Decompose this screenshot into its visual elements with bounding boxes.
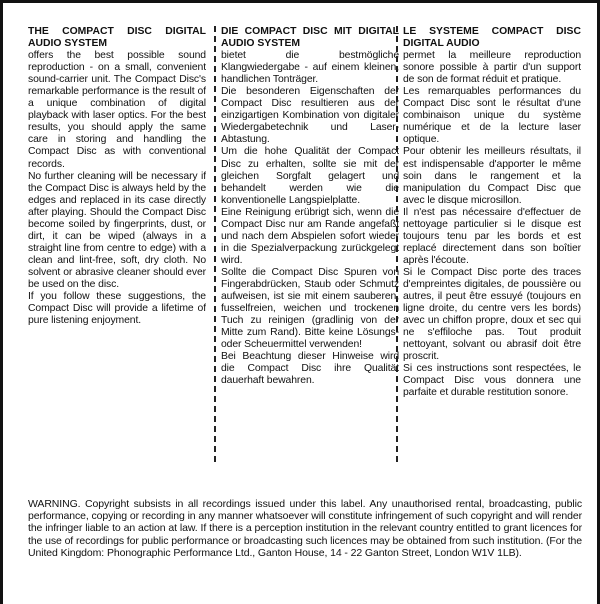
paragraph: Um die hohe Qualität der Compact Disc zu erhalten, sollte sie mit der gleichen Sorgfalt gelagert und behandelt werden wie die konventionelle Langspielplatte. — [221, 146, 399, 206]
paragraph: Sollte die Compact Disc Spuren von Fingerabdrücken, Staub oder Schmutz aufweisen, ist sie mit einem sauberen, fusselfreien, weichen und trockenen Tuch zu reinigen (gradlinig von der Mitte zum Rand). Bitte keine Lösungs- oder Scheuermittel verwenden! — [221, 266, 399, 351]
paragraph: Die besonderen Eigenschaften der Compact Disc resultieren aus der einzigartigen Kombination von digitaler Wiedergabetechnik und Laser-Abtastung. — [221, 86, 399, 146]
paragraph: Il n'est pas nécessaire d'effectuer de nettoyage particulier si le disque est toujours tenu par les bords et est replacé directement dans son boîtier après l'écoute. — [403, 206, 581, 266]
copyright-warning: WARNING. Copyright subsists in all recordings issued under this label. Any unauthorised rental, broadcasting, public performance, copying or recording in any manner whatsoever will constitute infringement of such copyright and will render the infringer liable to an action at law. If there is a perception institution in the relevant country entitled to grant licences for the use of recordings for public performance or broadcasting such licences may be obtained from such institution. (For the United Kingdom: Phonographic Performance Ltd., Ganton House, 14 - 22 Ganton Street, London W1V 1LB). — [28, 497, 582, 560]
paragraph: permet la meilleure reproduction sonore possible à partir d'un support de son de format réduit et pratique. — [403, 50, 581, 86]
paragraph: Les remarquables performances du Compact Disc sont le résultat d'une combinaison unique du système numérique et de la lecture laser optique. — [403, 86, 581, 146]
scan-edge-left — [0, 0, 3, 604]
care-instructions — [28, 26, 581, 466]
paragraph: Bei Beachtung dieser Hinweise wird die Compact Disc ihre Qualität dauerhaft bewahren. — [221, 351, 399, 387]
paragraph: offers the best possible sound reproduction - on a small, convenient sound-carrier unit. The Compact Disc's remarkable performance is the result of a unique combination of digital playback with laser optics. For the best results, you should apply the same care in storing and handling the Compact Disc as with conventional records. — [28, 50, 206, 170]
paragraph: Si le Compact Disc porte des traces d'empreintes digitales, de poussière ou autres, il peut être essuyé (toujours en ligne droite, du centre vers les bords) avec un chiffon propre, doux et sec qui ne s'effiloche pas. Tout produit nettoyant, solvant ou abrasif doit être proscrit. — [403, 266, 581, 363]
german-heading: DIE COMPACT DISC MIT DIGITAL AUDIO SYSTEM — [221, 26, 399, 50]
english-column — [28, 26, 206, 466]
column-divider — [396, 26, 398, 462]
column-divider — [214, 26, 216, 462]
paragraph: Eine Reinigung erübrigt sich, wenn die Compact Disc nur am Rande angefaßt und nach dem Abspielen sofort wieder in die Spezialverpackung zurückgelegt wird. — [221, 206, 399, 266]
paragraph: Si ces instructions sont respectées, le Compact Disc vous donnera une parfaite et durable restitution sonore. — [403, 363, 581, 399]
paragraph: Pour obtenir les meilleurs résultats, il est indispensable d'apporter le même soin dans le rangement et la manipulation du Compact Disc que avec le disque microsillon. — [403, 146, 581, 206]
scan-edge-top — [0, 0, 600, 3]
paragraph: If you follow these suggestions, the Compact Disc will provide a lifetime of pure listening enjoyment. — [28, 291, 206, 327]
french-column — [403, 26, 581, 466]
german-column — [221, 26, 399, 466]
paragraph: bietet die bestmögliche Klangwiedergabe - auf einem kleinen, handlichen Tonträger. — [221, 50, 399, 86]
english-heading: THE COMPACT DISC DIGITAL AUDIO SYSTEM — [28, 26, 206, 50]
french-heading: LE SYSTÈME COMPACT DISC DIGITAL AUDIO — [403, 26, 581, 50]
paragraph: No further cleaning will be necessary if the Compact Disc is always held by the edges and replaced in its case directly after playing. Should the Compact Disc become soiled by fingerprints, dust, or dirt, it can be wiped (always in a straight line from centre to edge) with a clean and lint-free, soft, dry cloth. No solvent or abrasive cleaner should ever be used on the disc. — [28, 170, 206, 290]
